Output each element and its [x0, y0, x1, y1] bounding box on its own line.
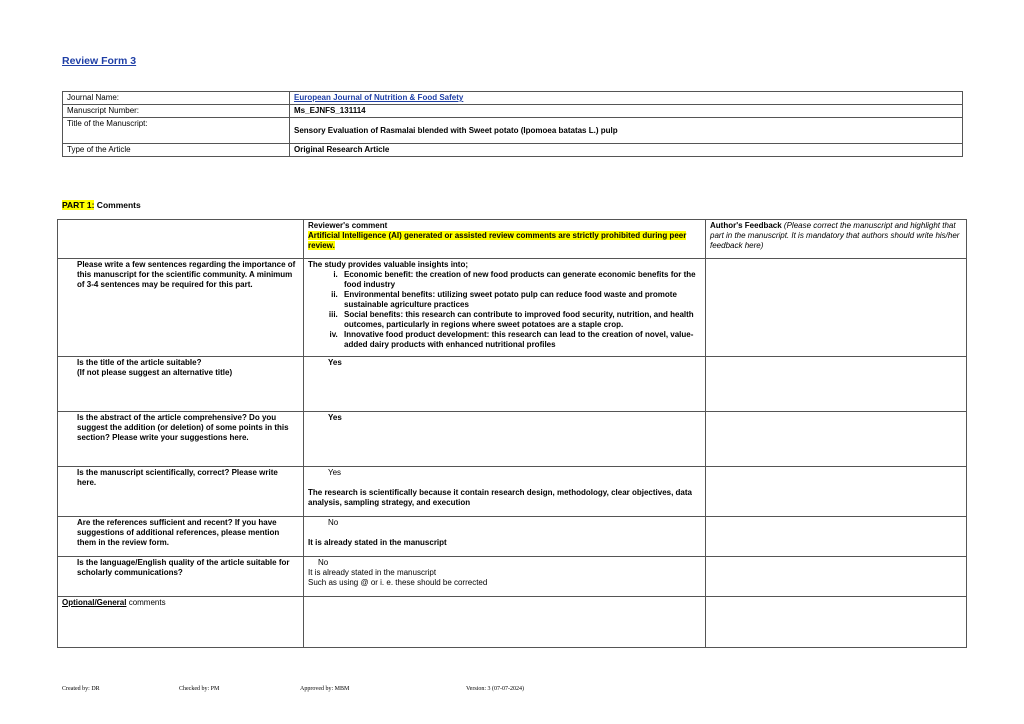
footer-created: Created by: DR: [62, 686, 100, 692]
reviewer-header-cell: [304, 220, 706, 259]
manuscript-title-label: Title of the Manuscript:: [63, 118, 290, 144]
manuscript-info-table: [62, 91, 963, 157]
table-row: [58, 597, 967, 648]
reviewer-comment-cell: [304, 412, 706, 467]
author-feedback-cell[interactable]: [706, 517, 967, 557]
answer-detail-2: Such as using @ or i. e. these should be corrected: [308, 578, 488, 587]
footer-version: Version: 3 (07-07-2024): [466, 686, 524, 692]
answer-text: No: [318, 558, 329, 567]
table-row: [58, 557, 967, 597]
answer-text: Yes: [328, 468, 342, 477]
optional-comments-suffix: comments: [126, 598, 166, 607]
author-feedback-cell[interactable]: [706, 597, 967, 648]
question-cell: Is the title of the article suitable? (If not please suggest an alternative title): [58, 357, 304, 412]
table-row: [58, 412, 967, 467]
insight-list: [308, 270, 701, 350]
footer-approved: Approved by: MBM: [300, 686, 350, 692]
list-item: iv. Innovative food product development: this research can lead to the creation of novel, value-added dairy products with enhanced nutritional profiles: [340, 330, 701, 350]
optional-general-label: Optional/General: [62, 598, 127, 607]
author-feedback-cell[interactable]: [706, 357, 967, 412]
optional-comments-label-cell: [58, 597, 304, 648]
journal-link[interactable]: European Journal of Nutrition & Food Safety: [294, 93, 464, 102]
part1-heading: [62, 200, 141, 210]
journal-name-value: [290, 92, 963, 105]
reviewer-comment-cell: [304, 467, 706, 517]
author-feedback-cell[interactable]: [706, 412, 967, 467]
comments-table: [57, 219, 967, 648]
part1-label: Comments: [94, 200, 141, 210]
form-title: Review Form 3: [62, 55, 137, 67]
reviewer-comment-cell: [304, 259, 706, 357]
author-header-cell: [706, 220, 967, 259]
question-cell: Is the abstract of the article comprehensive? Do you suggest the addition (or deletion) of some points in this section? Please write your suggestions here.: [58, 412, 304, 467]
table-row: [63, 144, 963, 157]
list-item: i. Economic benefit: the creation of new food products can generate economic benefits for the food industry: [340, 270, 701, 290]
reviewer-comment-cell: [304, 517, 706, 557]
question-cell: Please write a few sentences regarding the importance of this manuscript for the scientific community. A minimum of 3-4 sentences may be required for this part.: [58, 259, 304, 357]
list-item: iii. Social benefits: this research can contribute to improved food security, nutrition, and health outcomes, particularly in regions where sweet potatoes are a staple crop.: [340, 310, 701, 330]
manuscript-number-label: Manuscript Number:: [63, 105, 290, 118]
author-feedback-cell[interactable]: [706, 259, 967, 357]
ai-notice: Artificial Intelligence (AI) generated or assisted review comments are strictly prohibited during peer review.: [308, 231, 687, 250]
author-feedback-header: Author's Feedback: [710, 221, 782, 230]
table-row: [58, 517, 967, 557]
answer-detail: It is already stated in the manuscript: [308, 538, 447, 547]
part1-prefix: PART 1:: [62, 200, 95, 210]
question-cell: Are the references sufficient and recent? If you have suggestions of additional references, please mention them in the review form.: [58, 517, 304, 557]
table-row: [58, 259, 967, 357]
author-feedback-note: (Please correct the manuscript and highlight that part in the manuscript. It is mandatory that authors should write his/her feedback here): [710, 221, 960, 250]
answer-detail: The research is scientifically because it contain research design, methodology, clear objectives, data analysis, sampling strategy, and execution: [308, 488, 692, 507]
question-cell: Is the manuscript scientifically, correct? Please write here.: [58, 467, 304, 517]
reviewer-comment-header: Reviewer's comment: [308, 221, 388, 230]
manuscript-number-value: Ms_EJNFS_131114: [290, 105, 963, 118]
comment-intro: The study provides valuable insights into;: [308, 260, 469, 269]
table-header-row: [58, 220, 967, 259]
article-type-value: Original Research Article: [290, 144, 963, 157]
question-cell: Is the language/English quality of the article suitable for scholarly communications?: [58, 557, 304, 597]
author-feedback-cell[interactable]: [706, 557, 967, 597]
table-row: [63, 118, 963, 144]
list-item: ii. Environmental benefits: utilizing sweet potato pulp can reduce food waste and promote sustainable agriculture practices: [340, 290, 701, 310]
optional-comments-cell[interactable]: [304, 597, 706, 648]
journal-name-label: Journal Name:: [63, 92, 290, 105]
manuscript-title-value: [290, 118, 963, 144]
table-row: [63, 92, 963, 105]
table-row: [58, 467, 967, 517]
article-type-label: Type of the Article: [63, 144, 290, 157]
footer-checked: Checked by: PM: [179, 686, 220, 692]
author-feedback-cell[interactable]: [706, 467, 967, 517]
table-row: [58, 357, 967, 412]
blank-header-cell: [58, 220, 304, 259]
answer-text: Yes: [328, 358, 342, 367]
reviewer-comment-cell: [304, 357, 706, 412]
reviewer-comment-cell: [304, 557, 706, 597]
answer-detail: It is already stated in the manuscript: [308, 568, 437, 577]
answer-text: No: [328, 518, 339, 527]
answer-text: Yes: [328, 413, 342, 422]
table-row: [63, 105, 963, 118]
manuscript-title-text: Sensory Evaluation of Rasmalai blended with Sweet potato (Ipomoea batatas L.) pulp: [294, 125, 618, 135]
